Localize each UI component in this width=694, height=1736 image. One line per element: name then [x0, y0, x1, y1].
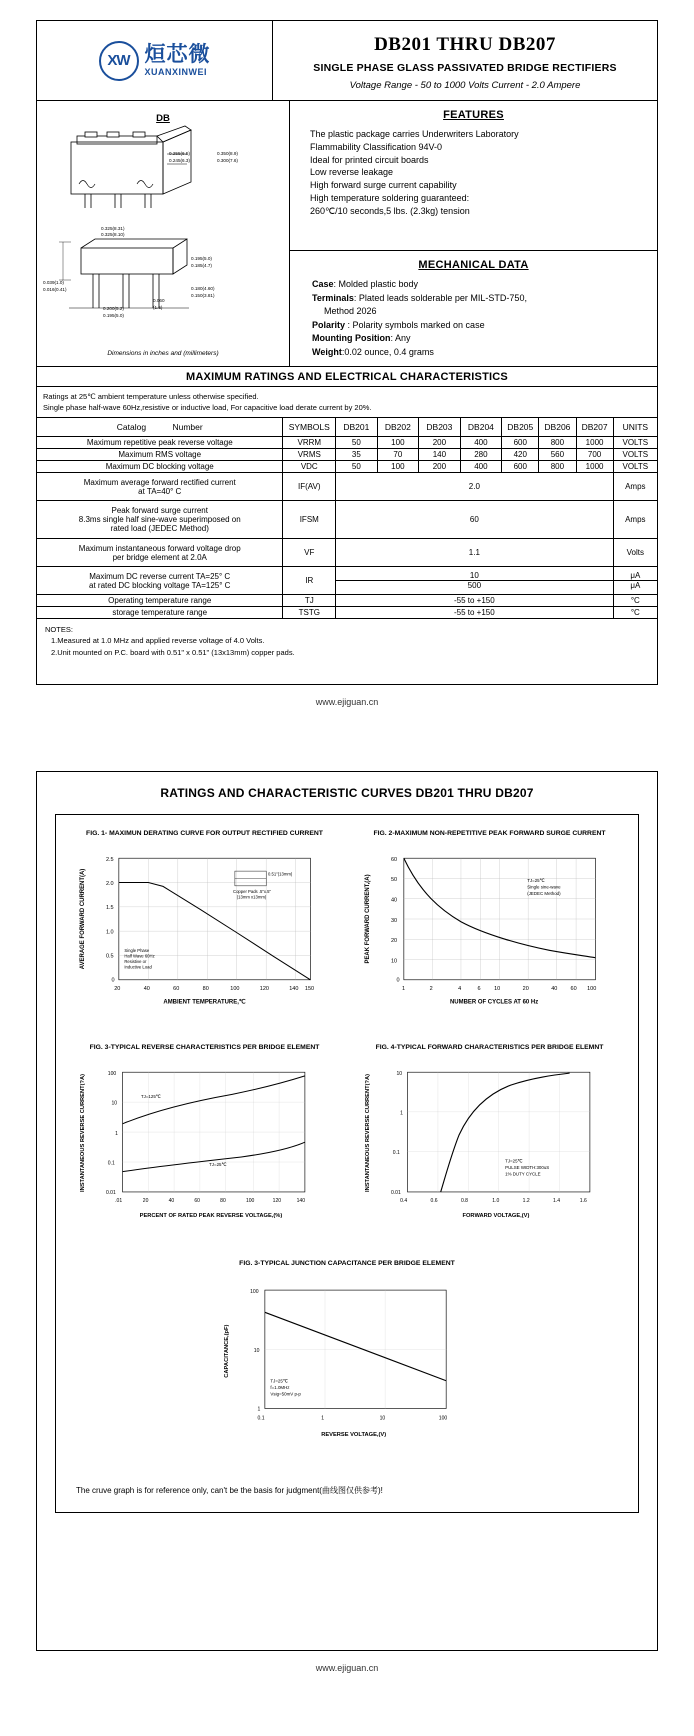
svg-text:0.350(8.9): 0.350(8.9): [217, 151, 238, 156]
table-row: [37, 539, 657, 567]
svg-text:140: 140: [296, 1197, 306, 1204]
svg-text:100: 100: [587, 985, 597, 992]
row-unit: μA: [614, 571, 657, 581]
chart-fig2-xlabel: NUMBER OF CYCLES AT 60 Hz: [449, 999, 539, 1006]
svg-text:0: 0: [111, 977, 115, 984]
page1-website: www.ejiguan.cn: [315, 696, 379, 707]
row-value: 100: [377, 461, 419, 473]
chart-fig4-xlabel: FORWARD VOLTAGE,(V): [462, 1212, 530, 1219]
mech-value: Method 2026: [324, 306, 377, 316]
chart-fig1-svg: [64, 849, 345, 1024]
svg-text:0.6: 0.6: [430, 1197, 438, 1204]
svg-text:1.0: 1.0: [105, 929, 114, 936]
dimension-labels: [43, 151, 238, 318]
mech-item: [312, 319, 647, 333]
svg-text:0.195(5.0): 0.195(5.0): [103, 313, 124, 318]
mech-value: : Any: [390, 333, 411, 343]
feature-item: High temperature soldering guaranteed:: [310, 192, 470, 203]
row-value: 200: [419, 437, 461, 449]
row-symbol: VRMS: [283, 449, 336, 461]
page2-website: www.ejiguan.cn: [315, 1662, 379, 1673]
mech-key: Weight: [312, 346, 342, 357]
row-unit: Amps: [613, 501, 657, 539]
table-header-row: [37, 418, 657, 437]
svg-text:1: 1: [400, 1110, 403, 1117]
row-value-span: 10: [336, 571, 613, 581]
svg-text:TJ=25℃: TJ=25℃: [527, 877, 545, 883]
row-value: 70: [377, 449, 419, 461]
mechanical-data-title: MECHANICAL DATA: [418, 259, 529, 271]
svg-text:60: 60: [570, 985, 577, 992]
svg-text:10: 10: [494, 985, 501, 992]
row-value: 700: [576, 449, 613, 461]
mechanical-data-list: [300, 278, 647, 359]
table-row: [37, 595, 657, 607]
row-value-span-pair: [336, 567, 614, 595]
row-value: 1000: [576, 437, 613, 449]
svg-text:40: 40: [390, 897, 398, 904]
datasheet-page-2: [0, 771, 694, 1677]
chart-fig3-xlabel: PERCENT OF RATED PEAK REVERSE VOLTAGE,(%): [139, 1212, 283, 1219]
svg-text:60: 60: [194, 1197, 200, 1204]
feature-item: Low reverse leakage: [310, 167, 394, 178]
chart-fig5-svg: [199, 1279, 495, 1464]
chart-fig4-ylabel: INSTANTANEOUS REVERSE CURRENT(?A): [364, 1073, 371, 1192]
row-value: 35: [336, 449, 378, 461]
svg-text:(13mm x13mm): (13mm x13mm): [236, 894, 267, 900]
row-value: 800: [539, 461, 576, 473]
mech-key: Case: [312, 279, 334, 289]
svg-text:0.325(8.31): 0.325(8.31): [101, 226, 125, 231]
svg-text:0.1: 0.1: [107, 1160, 115, 1167]
features-list: [300, 128, 647, 217]
row-value-span: 1.1: [336, 539, 614, 567]
table-col-part: DB207: [576, 418, 613, 437]
svg-text:TJ=25℃: TJ=25℃: [270, 1378, 288, 1384]
svg-text:0.51"(13mm): 0.51"(13mm): [268, 871, 293, 877]
svg-text:1% DUTY CYCLE: 1% DUTY CYCLE: [505, 1171, 541, 1177]
svg-text:0: 0: [396, 977, 400, 984]
chart-fig2-svg: [349, 849, 630, 1024]
row-value: 600: [502, 437, 539, 449]
svg-text:TJ=125℃: TJ=125℃: [140, 1093, 161, 1099]
svg-text:50: 50: [390, 876, 398, 883]
svg-text:2: 2: [429, 985, 433, 992]
svg-text:120: 120: [259, 985, 269, 992]
svg-text:100: 100: [230, 985, 240, 992]
page-title: DB201 THRU DB207: [374, 34, 556, 55]
svg-text:(JEDEC Method): (JEDEC Method): [527, 890, 561, 896]
svg-text:PULSE WIDTH:300uS: PULSE WIDTH:300uS: [505, 1164, 550, 1170]
table-col-number: Number: [172, 421, 203, 432]
svg-text:0.255(6.5): 0.255(6.5): [169, 151, 190, 156]
row-unit-pair: [613, 567, 657, 595]
feature-item: Ideal for printed circuit boards: [310, 154, 429, 165]
row-symbol: TJ: [283, 595, 336, 607]
table-row: [37, 461, 657, 473]
svg-text:Copper Pads .5"x.5": Copper Pads .5"x.5": [233, 888, 272, 894]
svg-text:4: 4: [458, 985, 462, 992]
note-item: 1.Measured at 1.0 MHz and applied reverse voltage of 4.0 Volts.: [51, 636, 265, 646]
table-col-part: DB206: [539, 418, 576, 437]
chart-fig1-caption: FIG. 1- MAXIMUN DERATING CURVE FOR OUTPUT RECTIFIED CURRENT: [86, 829, 323, 837]
ratings-band-title: MAXIMUM RATINGS AND ELECTRICAL CHARACTERISTICS: [37, 367, 657, 387]
ratings-condition-line: Ratings at 25℃ ambient temperature unless otherwise specified.: [43, 392, 259, 401]
package-drawing: [37, 101, 290, 366]
chart-fig3-caption: FIG. 3-TYPICAL REVERSE CHARACTERISTICS PER BRIDGE ELEMENT: [89, 1043, 320, 1051]
svg-text:0.300(7.6): 0.300(7.6): [217, 158, 238, 163]
mech-key: Polarity: [312, 319, 346, 330]
svg-text:40: 40: [168, 1197, 175, 1204]
svg-text:0.5: 0.5: [105, 953, 114, 960]
svg-text:20: 20: [114, 985, 121, 992]
feature-item: 260℃/10 seconds,5 lbs. (2.3kg) tension: [310, 205, 470, 216]
svg-text:TJ=25℃: TJ=25℃: [209, 1161, 227, 1167]
svg-text:1: 1: [402, 985, 406, 992]
row-value: 200: [419, 461, 461, 473]
table-row: [37, 567, 657, 595]
table-row: [37, 607, 657, 619]
svg-text:0.01: 0.01: [105, 1189, 116, 1196]
ratings-conditions: [37, 387, 657, 418]
logo-mark-text: XW: [107, 52, 130, 69]
row-value: 400: [460, 461, 502, 473]
notes-title: NOTES:: [45, 625, 73, 634]
mech-value: : Polarity symbols marked on case: [345, 319, 485, 330]
svg-text:0.180(4.60): 0.180(4.60): [191, 286, 215, 291]
row-symbol: TSTG: [283, 607, 336, 619]
feature-item: High forward surge current capability: [310, 180, 457, 191]
row-value-span: -55 to +150: [336, 595, 614, 607]
svg-text:1.6: 1.6: [579, 1197, 587, 1204]
chart-fig4-caption: FIG. 4-TYPICAL FORWARD CHARACTERISTICS PER BRIDGE ELEMNT: [375, 1043, 604, 1051]
svg-text:0.016(0.41): 0.016(0.41): [43, 287, 67, 292]
mech-item: [312, 305, 647, 319]
svg-text:10: 10: [390, 958, 398, 965]
svg-text:(1.5): (1.5): [153, 305, 163, 310]
svg-text:Vsig=50mV p-p: Vsig=50mV p-p: [270, 1391, 301, 1397]
svg-text:40: 40: [143, 985, 150, 992]
specs-column: [290, 101, 657, 366]
charts-row-2: [62, 1039, 632, 1253]
row-symbol: IR: [283, 567, 336, 595]
charts-row-1: [62, 825, 632, 1039]
chart-fig4: [347, 1039, 632, 1253]
svg-text:10: 10: [396, 1070, 403, 1077]
row-label: Maximum DC blocking voltage: [37, 461, 283, 473]
page-subtitle: SINGLE PHASE GLASS PASSIVATED BRIDGE RECTIFIERS: [313, 62, 617, 74]
svg-text:.01: .01: [115, 1197, 123, 1204]
features-title: FEATURES: [443, 109, 504, 121]
svg-text:1.4: 1.4: [553, 1197, 561, 1204]
svg-text:0.245(6.3): 0.245(6.3): [169, 158, 190, 163]
svg-text:100: 100: [249, 1288, 259, 1295]
mech-key: Terminals: [312, 292, 354, 303]
row-label: Operating temperature range: [37, 595, 283, 607]
table-col-part: DB204: [460, 418, 502, 437]
svg-text:1.0: 1.0: [492, 1197, 500, 1204]
row-label: Maximum repetitive peak reverse voltage: [37, 437, 283, 449]
table-row: [37, 473, 657, 501]
mech-item: [312, 292, 647, 306]
row-value: 50: [336, 437, 378, 449]
svg-text:0.8: 0.8: [460, 1197, 468, 1204]
mech-item: [312, 278, 647, 292]
chart-fig3: [62, 1039, 347, 1253]
page2-frame: [36, 771, 658, 1651]
feature-item: The plastic package carries Underwriters Laboratory: [310, 129, 519, 139]
chart-fig5-xlabel: REVERSE VOLTAGE,(V): [320, 1432, 386, 1438]
svg-text:20: 20: [522, 985, 529, 992]
table-col-part: DB205: [502, 418, 539, 437]
svg-text:80: 80: [202, 985, 209, 992]
package-drawing-label: DB: [156, 113, 170, 124]
table-row: [37, 449, 657, 461]
svg-text:Resistive or: Resistive or: [124, 958, 147, 964]
dimension-note: Dimensions in inches and (millimeters): [107, 350, 219, 357]
row-unit: VOLTS: [613, 437, 657, 449]
row-value-span2: 500: [467, 581, 482, 590]
svg-text:60: 60: [390, 856, 398, 863]
ratings-condition-line: Single phase half-wave 60Hz,resistive or inductive load, For capacitive load derate current by 20%.: [43, 403, 372, 413]
notes-block: [37, 618, 657, 684]
svg-text:0.01: 0.01: [390, 1189, 401, 1196]
features-box: [290, 101, 657, 251]
chart-fig3-ylabel: INSTANTANEOUS REVERSE CURRENT(?A): [79, 1073, 86, 1192]
svg-text:40: 40: [551, 985, 558, 992]
svg-text:10: 10: [111, 1100, 118, 1107]
package-and-specs: [37, 101, 657, 367]
svg-text:0.4: 0.4: [400, 1197, 408, 1204]
svg-text:1.5: 1.5: [105, 904, 114, 911]
row-label: Peak forward surge current 8.3ms single half sine-wave superimposed on rated load (JEDEC Method): [37, 501, 283, 539]
svg-text:100: 100: [245, 1197, 255, 1204]
package-outline-svg: [41, 124, 286, 339]
svg-text:2.0: 2.0: [105, 880, 114, 887]
page2-title: RATINGS AND CHARACTERISTIC CURVES DB201 THRU DB207: [160, 785, 534, 800]
row-value: 400: [460, 437, 502, 449]
row-value-span: 60: [336, 501, 614, 539]
row-unit: Amps: [613, 473, 657, 501]
mech-value: :0.02 ounce, 0.4 grams: [341, 346, 434, 357]
row-symbol: IFSM: [283, 501, 336, 539]
svg-text:10: 10: [379, 1415, 386, 1422]
page-header: [37, 21, 657, 101]
row-label: Maximum RMS voltage: [37, 449, 283, 461]
row-label: Maximum instantaneous forward voltage drop per bridge element at 2.0A: [37, 539, 283, 567]
svg-text:0.200(5.2): 0.200(5.2): [103, 306, 124, 311]
svg-text:10: 10: [253, 1347, 260, 1354]
row-value: 140: [419, 449, 461, 461]
company-name-en: XUANXINWEI: [144, 67, 208, 77]
row-value: 1000: [576, 461, 613, 473]
row-unit2: μA: [630, 581, 641, 590]
svg-text:0.1: 0.1: [257, 1415, 265, 1422]
logo-block: [37, 21, 273, 100]
mechanical-data-box: [290, 251, 657, 365]
svg-text:0.150(3.81): 0.150(3.81): [191, 293, 215, 298]
table-col-symbols: SYMBOLS: [283, 418, 336, 437]
row-symbol: IF(AV): [283, 473, 336, 501]
row-value-span: 2.0: [336, 473, 614, 501]
row-unit: °C: [613, 595, 657, 607]
svg-text:0.1: 0.1: [392, 1149, 400, 1156]
svg-text:140: 140: [289, 985, 299, 992]
charts-row-3: [62, 1253, 632, 1469]
svg-text:Single sine-wave: Single sine-wave: [527, 884, 561, 890]
mech-value: : Plated leads solderable per MIL-STD-750,: [353, 292, 527, 303]
charts-disclaimer: The cruve graph is for reference only, can't be the basis for judgment(曲线图仅供参考)!: [76, 1485, 383, 1495]
electrical-characteristics-table: [37, 418, 657, 619]
svg-text:120: 120: [272, 1197, 282, 1204]
table-row: [37, 437, 657, 449]
row-symbol: VRRM: [283, 437, 336, 449]
chart-fig4-svg: [349, 1063, 630, 1238]
mech-value: : Molded plastic body: [333, 279, 419, 289]
svg-text:20: 20: [142, 1197, 149, 1204]
chart-fig1: [62, 825, 347, 1039]
row-value: 600: [502, 461, 539, 473]
chart-fig1-ylabel: AVERAGE FORWARD CURRENT(A): [79, 868, 86, 970]
svg-text:60: 60: [173, 985, 180, 992]
chart-fig1-xlabel: AMBIENT TEMPERATURE,℃: [163, 999, 246, 1006]
row-symbol: VDC: [283, 461, 336, 473]
table-col-part: DB201: [336, 418, 378, 437]
row-symbol: VF: [283, 539, 336, 567]
page1-frame: [36, 20, 658, 685]
svg-text:f=1.0MHz: f=1.0MHz: [270, 1384, 290, 1390]
row-value: 560: [539, 449, 576, 461]
note-item: 2.Unit mounted on P.C. board with 0.51" x 0.51" (13x13mm) copper pads.: [51, 647, 295, 657]
svg-text:80: 80: [220, 1197, 226, 1204]
chart-fig2-caption: FIG. 2-MAXIMUM NON-REPETITIVE PEAK FORWARD SURGE CURRENT: [373, 829, 606, 837]
svg-text:150: 150: [304, 985, 315, 992]
table-col-part: DB203: [419, 418, 461, 437]
table-col-units: UNITS: [613, 418, 657, 437]
row-value: 420: [502, 449, 539, 461]
row-value: 100: [377, 437, 419, 449]
svg-text:1: 1: [321, 1415, 324, 1422]
svg-text:0.039(1.0): 0.039(1.0): [43, 280, 64, 285]
svg-text:0.195(5.0): 0.195(5.0): [191, 256, 212, 261]
title-block: [273, 21, 657, 100]
svg-text:30: 30: [390, 917, 398, 924]
feature-item: Flammability Classification 94V-0: [310, 141, 443, 152]
row-unit: Volts: [613, 539, 657, 567]
svg-text:1: 1: [115, 1130, 118, 1137]
svg-text:0.060: 0.060: [153, 298, 165, 303]
company-name-cn: 烜芯微: [144, 42, 211, 66]
row-value-span: -55 to +150: [336, 607, 614, 619]
svg-text:1.2: 1.2: [522, 1197, 530, 1204]
mech-item: [312, 346, 647, 360]
chart-fig5: [199, 1259, 495, 1469]
row-label: Maximum average forward rectified current at TA=40° C: [37, 473, 283, 501]
svg-text:Single Phase: Single Phase: [124, 947, 150, 953]
row-label: Maximum DC reverse current TA=25° C at rated DC blocking voltage TA=125° C: [37, 567, 283, 595]
datasheet-page-1: [0, 20, 694, 711]
svg-text:100: 100: [438, 1415, 448, 1422]
svg-text:2.5: 2.5: [105, 856, 114, 863]
svg-text:Half Wave 60Hz: Half Wave 60Hz: [124, 953, 155, 959]
svg-text:6: 6: [477, 985, 481, 992]
page-subtitle-range: Voltage Range - 50 to 1000 Volts Current - 2.0 Ampere: [349, 80, 581, 91]
svg-text:0.325(8.10): 0.325(8.10): [101, 232, 125, 237]
svg-text:Inductive Load: Inductive Load: [124, 964, 152, 970]
row-unit: VOLTS: [613, 461, 657, 473]
row-label: storage temperature range: [37, 607, 283, 619]
row-unit: VOLTS: [613, 449, 657, 461]
chart-fig2: [347, 825, 632, 1039]
chart-fig3-svg: [64, 1063, 345, 1238]
chart-fig5-caption: FIG. 3-TYPICAL JUNCTION CAPACITANCE PER BRIDGE ELEMENT: [239, 1259, 455, 1267]
table-col-part: DB202: [377, 418, 419, 437]
charts-frame: [55, 814, 639, 1513]
svg-text:TJ=25℃: TJ=25℃: [505, 1158, 523, 1164]
svg-text:1: 1: [257, 1406, 261, 1413]
row-unit: °C: [630, 608, 640, 617]
row-value: 50: [336, 461, 378, 473]
svg-text:100: 100: [107, 1070, 117, 1077]
mech-item: [312, 332, 647, 346]
table-row: [37, 501, 657, 539]
mech-key: Mounting Position: [312, 333, 391, 343]
row-value: 280: [460, 449, 502, 461]
chart-fig2-ylabel: PEAK FORWARD CURRENT,(A): [364, 874, 371, 964]
company-logo-icon: [99, 41, 139, 81]
svg-text:0.185(4.7): 0.185(4.7): [191, 263, 212, 268]
svg-text:20: 20: [390, 937, 398, 944]
table-col-catalog: Catalog: [116, 421, 147, 432]
chart-fig5-ylabel: CAPACITANCE,(pF): [223, 1324, 230, 1378]
row-value: 800: [539, 437, 576, 449]
